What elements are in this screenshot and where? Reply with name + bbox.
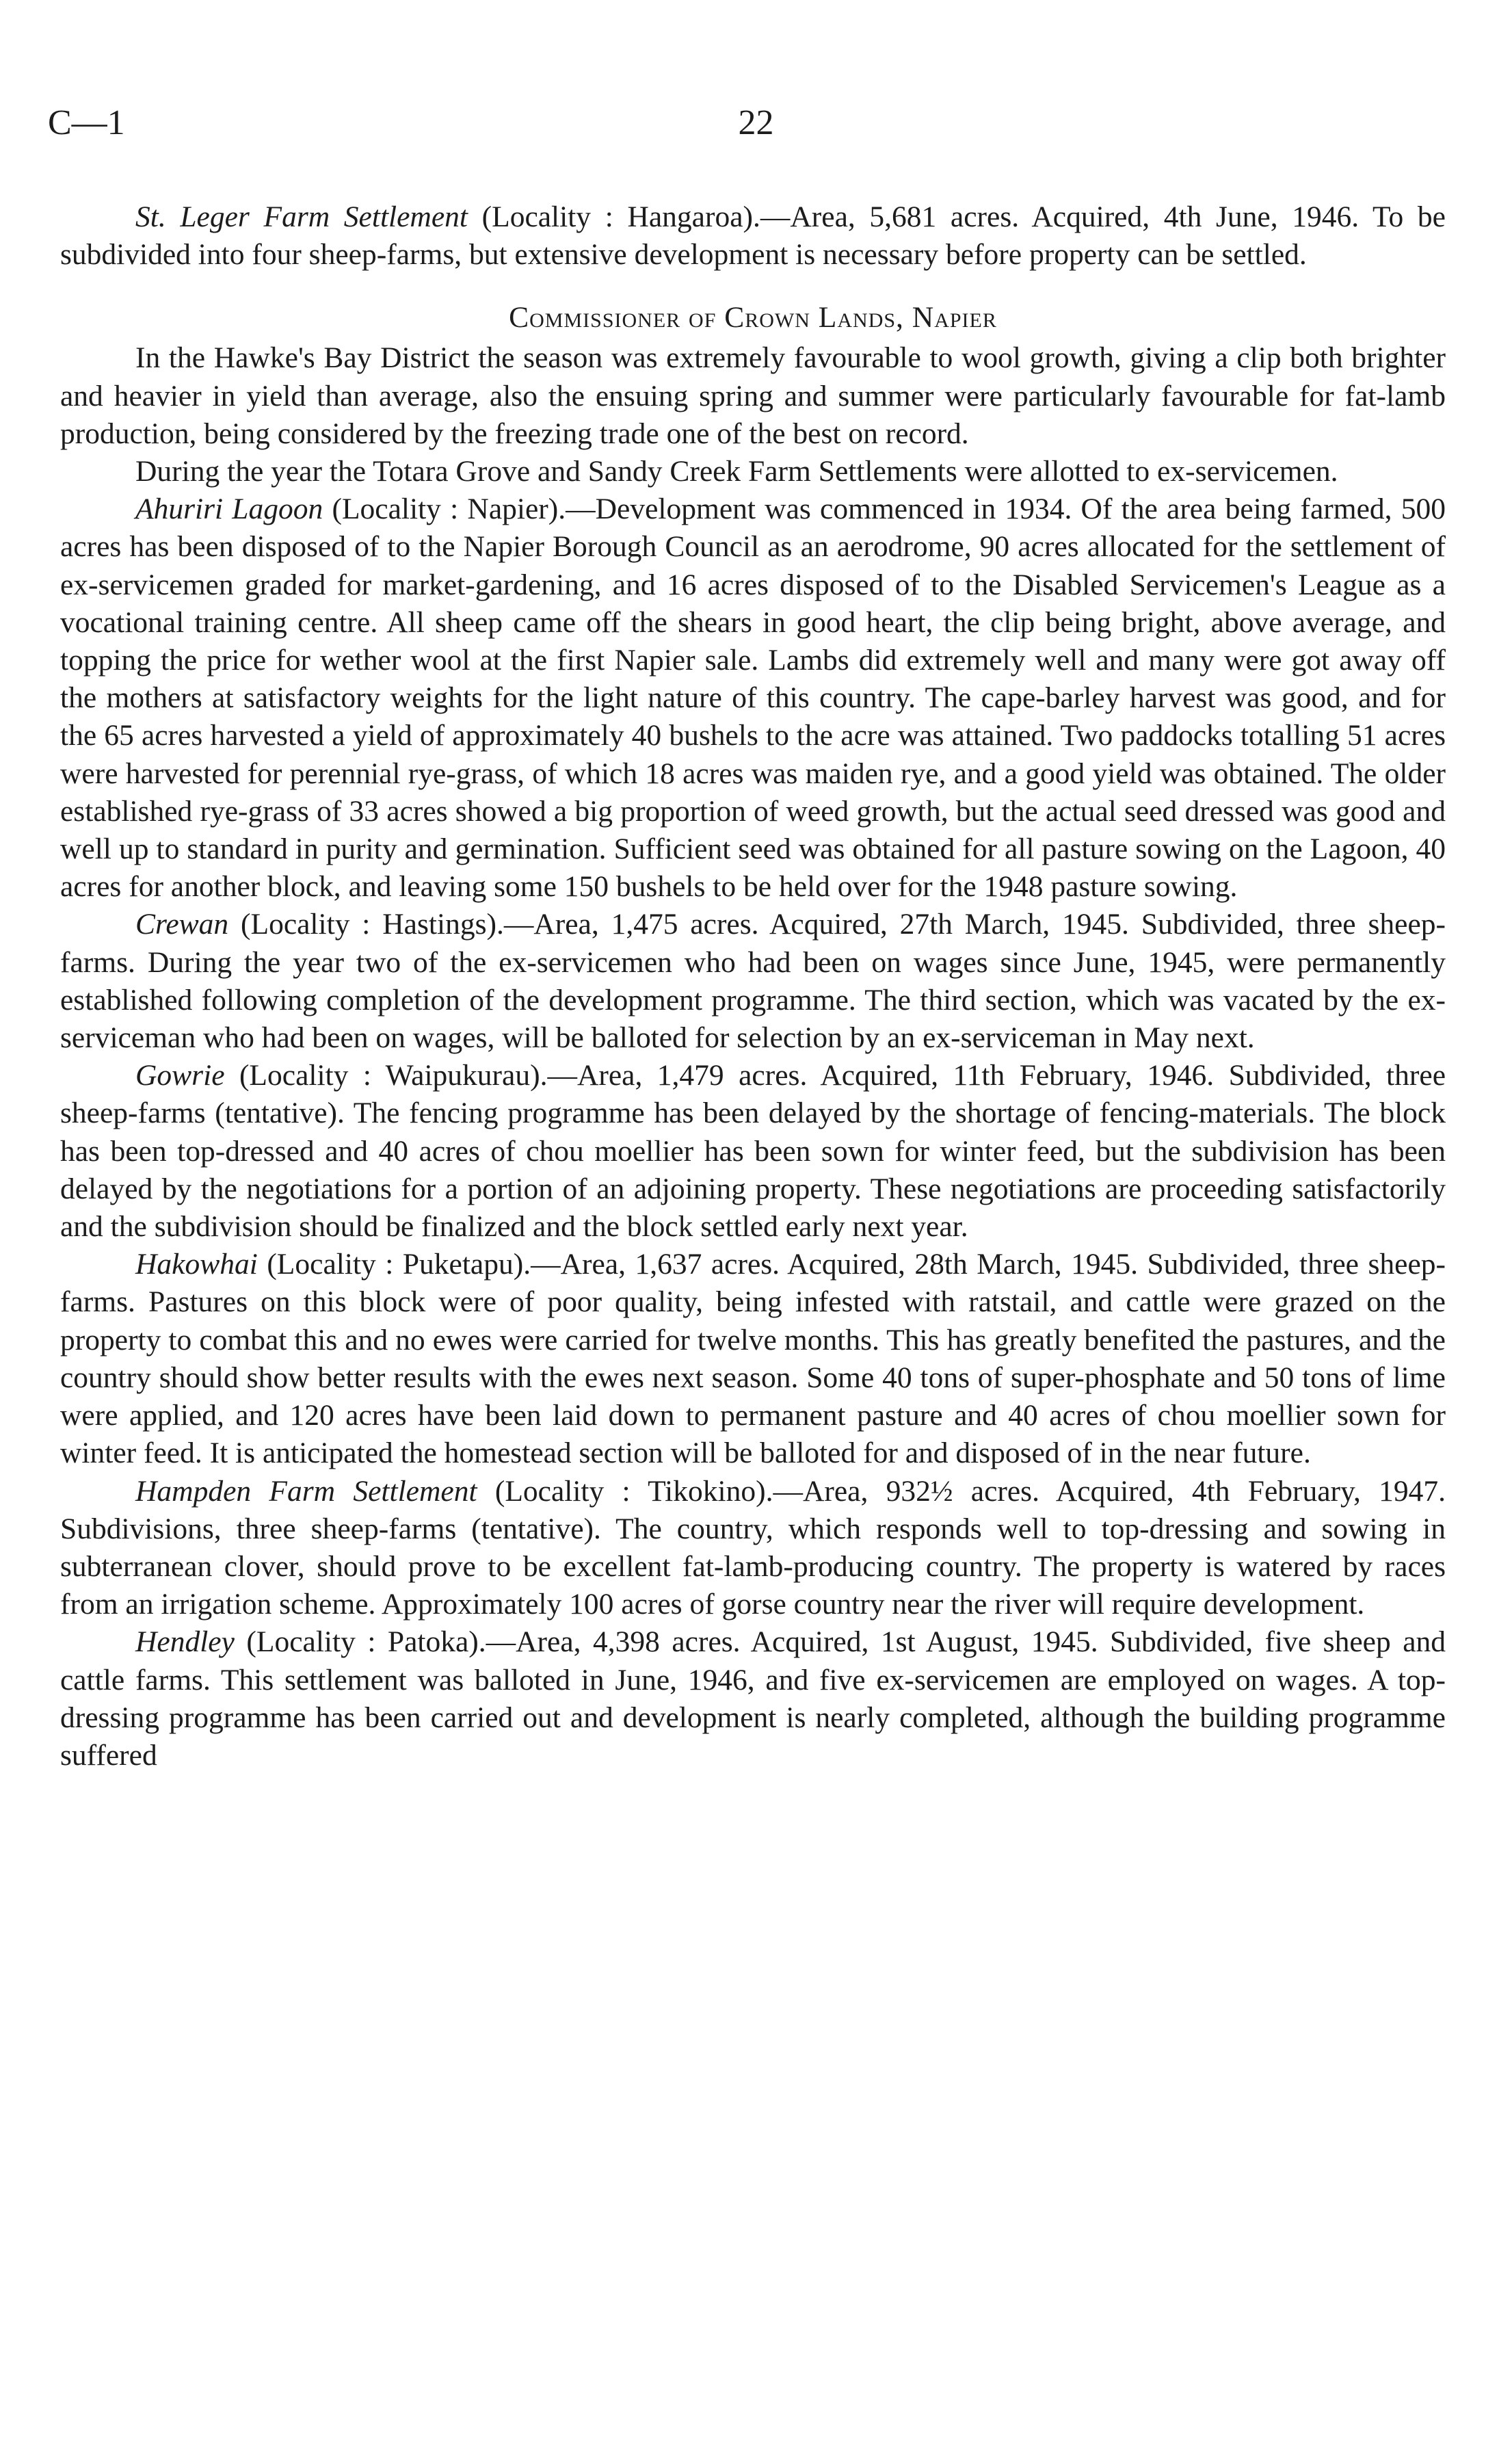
paragraph: During the year the Totara Grove and Sandy Creek Farm Settlements were allotted to ex-servicemen. bbox=[135, 455, 1338, 488]
settlement-entry bbox=[60, 1473, 1446, 1624]
settlement-description: (Locality : Hangaroa).—Area, 5,681 acres. Acquired, 4th June, 1946. To be subdivided into four sheep-farms, but extensive development is necessary before property can be settled. bbox=[60, 200, 1446, 272]
intro-paragraph bbox=[60, 198, 1446, 274]
settlement-entry bbox=[60, 1623, 1446, 1774]
settlement-entry bbox=[60, 1057, 1446, 1246]
settlement-name: Hendley bbox=[135, 1625, 235, 1659]
settlement-description: (Locality : Tikokino).—Area, 932½ acres. Acquired, 4th February, 1947. Subdivisions, three sheep-farms (tentative). The country, which responds well to top-dressing and sowing in subterranean clover, should prove to be excellent fat-lamb-producing country. The property is watered by races from an irrigation scheme. Approximately 100 acres of gorse country near the river will require development. bbox=[60, 1474, 1446, 1621]
settlement-description: (Locality : Puketapu).—Area, 1,637 acres. Acquired, 28th March, 1945. Subdivided, three sheep-farms. Pastures on this block were of poor quality, being infested with ratstail, and cattle were grazed on the property to combat this and no ewes were carried for twelve months. This has greatly benefited the pastures, and the country should show better results with the ewes next season. Some 40 tons of super-phosphate and 50 tons of lime were applied, and 120 acres have been laid down to permanent pasture and 40 acres of chou moellier sown for winter feed. It is anticipated the homestead section will be balloted for and disposed of in the near future. bbox=[60, 1248, 1446, 1470]
page-number: 22 bbox=[738, 103, 774, 142]
settlement-entry bbox=[60, 1246, 1446, 1472]
settlement-name: Gowrie bbox=[135, 1059, 225, 1092]
settlement-name: Hampden Farm Settlement bbox=[135, 1474, 477, 1508]
settlement-name: Crewan bbox=[135, 908, 229, 941]
settlement-description: (Locality : Waipukurau).—Area, 1,479 acres. Acquired, 11th February, 1946. Subdivided, three sheep-farms (tentative). The fencing programme has been delayed by the shortage of fencing-materials. The block has been top-dressed and 40 acres of chou moellier has been sown for winter feed, but the subdivision has been delayed by the negotiations for a portion of an adjoining property. These negotiations are proceeding satisfactorily and the subdivision should be finalized and the block settled early next year. bbox=[60, 1059, 1446, 1244]
section-heading: Commissioner of Crown Lands, Napier bbox=[509, 301, 997, 335]
page-body bbox=[60, 198, 1446, 1774]
settlement-name: Ahuriri Lagoon bbox=[135, 493, 323, 526]
settlement-name: St. Leger Farm Settlement bbox=[135, 200, 468, 233]
document-code: C—1 bbox=[48, 103, 125, 142]
settlement-description: (Locality : Patoka).—Area, 4,398 acres. Acquired, 1st August, 1945. Subdivided, five sheep and cattle farms. This settlement was balloted in June, 1946, and five ex-servicemen are employed on wages. A top-dressing programme has been carried out and development is nearly completed, although the building programme suffered bbox=[60, 1625, 1446, 1772]
settlement-entry bbox=[60, 906, 1446, 1057]
settlement-description: (Locality : Napier).—Development was commenced in 1934. Of the area being farmed, 500 acres has been disposed of to the Napier Borough Council as an aerodrome, 90 acres allocated for the settlement of ex-servicemen graded for market-gardening, and 16 acres disposed of to the Disabled Servicemen's League as a vocational training centre. All sheep came off the shears in good heart, the clip being bright, above average, and topping the price for wether wool at the first Napier sale. Lambs did extremely well and many were got away off the mothers at satisfactory weights for the light nature of this country. The cape-barley harvest was good, and for the 65 acres harvested a yield of approximately 40 bushels to the acre was attained. Two paddocks totalling 51 acres were harvested for perennial rye-grass, of which 18 acres was maiden rye, and a good yield was obtained. The older established rye-grass of 33 acres showed a big proportion of weed growth, but the actual seed dressed was good and well up to standard in purity and germination. Sufficient seed was obtained for all pasture sowing on the Lagoon, 40 acres for another block, and leaving some 150 bushels to be held over for the 1948 pasture sowing. bbox=[60, 493, 1446, 904]
settlement-description: (Locality : Hastings).—Area, 1,475 acres. Acquired, 27th March, 1945. Subdivided, three sheep-farms. During the year two of the ex-servicemen who had been on wages since June, 1945, were permanently established following completion of the development programme. The third section, which was vacated by the ex-serviceman who had been on wages, will be balloted for selection by an ex-serviceman in May next. bbox=[60, 908, 1446, 1055]
settlement-entry bbox=[60, 490, 1446, 906]
settlement-name: Hakowhai bbox=[135, 1248, 258, 1281]
paragraph: In the Hawke's Bay District the season was extremely favourable to wool growth, giving a clip both brighter and heavier in yield than average, also the ensuing spring and summer were particularly favourable for fat-lamb production, being considered by the freezing trade one of the best on record. bbox=[60, 341, 1446, 450]
